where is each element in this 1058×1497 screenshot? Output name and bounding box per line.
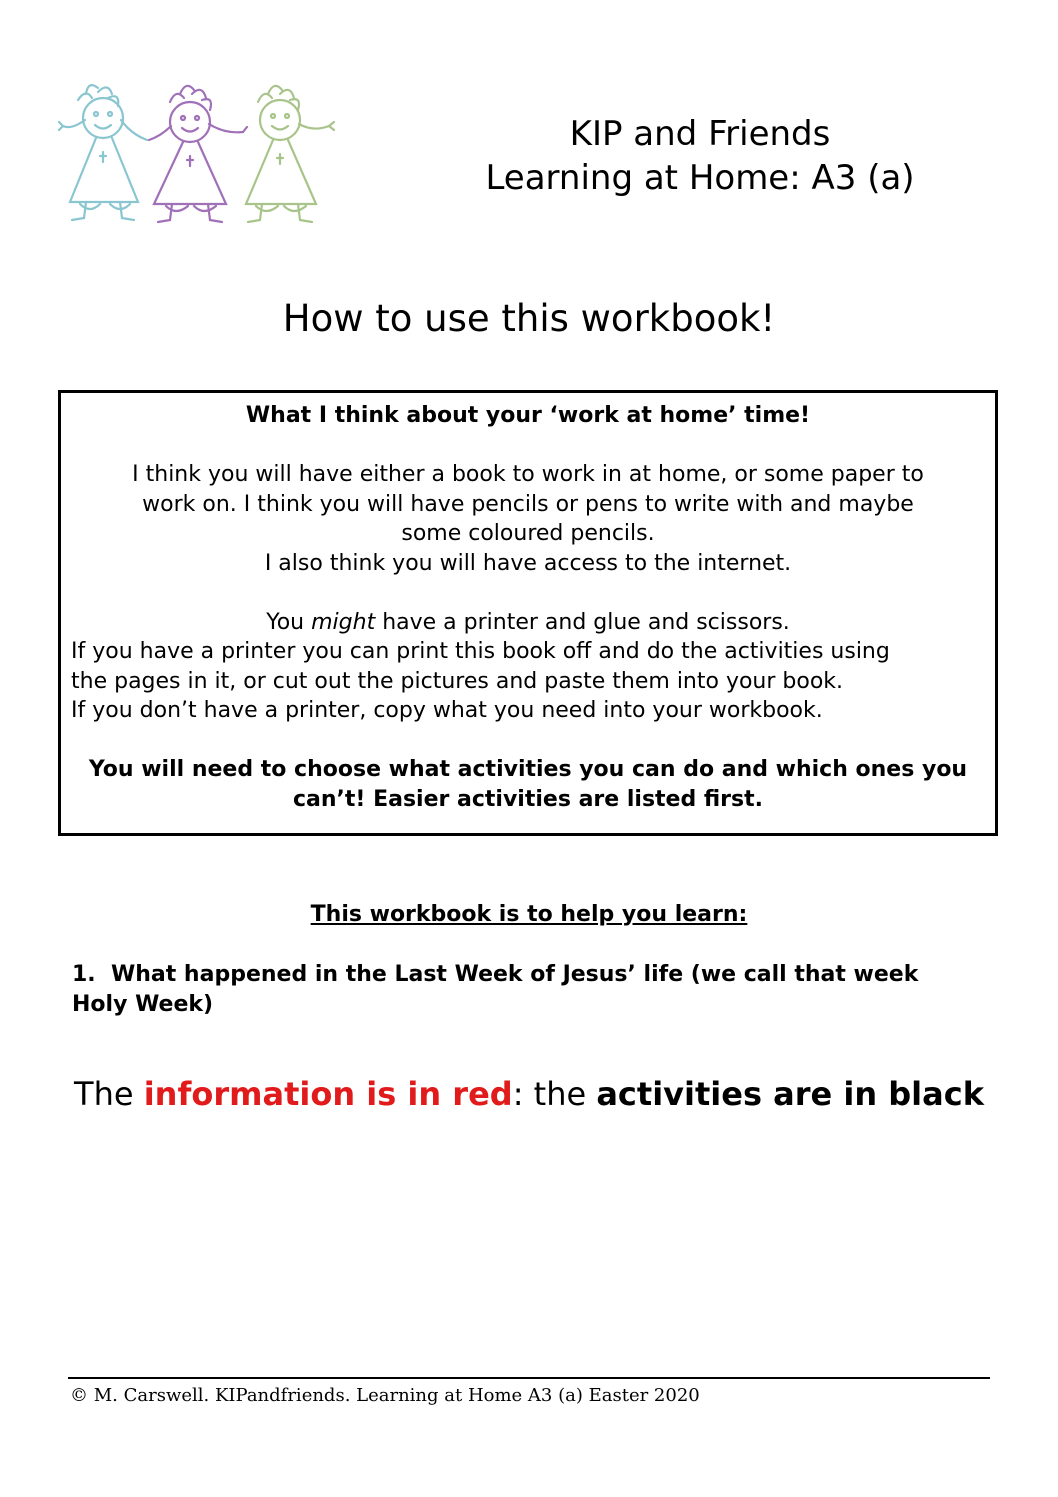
intro-box bbox=[58, 390, 998, 836]
tagline-red: information is in red bbox=[143, 1075, 513, 1113]
kid-figure-purple bbox=[149, 86, 247, 222]
tagline-part2: : the bbox=[512, 1075, 597, 1113]
title-line-2: Learning at Home: A3 (a) bbox=[485, 158, 915, 198]
footer-copyright: © M. Carswell. KIPandfriends. Learning at Home A3 (a) Easter 2020 bbox=[70, 1385, 700, 1406]
box-heading: What I think about your ‘work at home’ time! bbox=[245, 403, 811, 428]
box-para1-line3: some coloured pencils. bbox=[401, 521, 655, 546]
color-key-tagline bbox=[0, 1075, 1058, 1113]
box-para3-line2: the pages in it, or cut out the pictures and paste them into your book. bbox=[71, 668, 844, 694]
goal-line-1: 1. What happened in the Last Week of Jesus’ life (we call that week bbox=[72, 962, 919, 987]
section-title: This workbook is to help you learn: bbox=[310, 902, 748, 927]
kid-figure-green bbox=[246, 86, 334, 222]
kid-figure-teal bbox=[59, 85, 147, 220]
page-heading: How to use this workbook! bbox=[282, 297, 776, 340]
footer-rule bbox=[68, 1377, 990, 1379]
kip-friends-logo bbox=[58, 80, 350, 240]
tagline-bold: activities are in black bbox=[596, 1075, 984, 1113]
box-para3-line3: If you don’t have a printer, copy what you need into your workbook. bbox=[71, 698, 823, 723]
para2-prefix: You bbox=[266, 609, 312, 635]
para2-suffix: have a printer and glue and scissors. bbox=[375, 609, 790, 635]
box-para1-line4: I also think you will have access to the internet. bbox=[264, 550, 792, 576]
document-title bbox=[400, 112, 1000, 200]
para2-emphasis: might bbox=[311, 609, 376, 635]
learning-goal bbox=[72, 960, 972, 1020]
box-para1-line2: work on. I think you will have pencils or pens to write with and maybe bbox=[142, 491, 914, 517]
box-note-line2: can’t! Easier activities are listed first. bbox=[292, 786, 764, 812]
box-para3-line1: If you have a printer you can print this book off and do the activities using bbox=[71, 639, 890, 664]
box-para2 bbox=[71, 608, 985, 638]
box-para1-line1: I think you will have either a book to work in at home, or some paper to bbox=[132, 462, 924, 487]
goal-line-2: Holy Week) bbox=[72, 992, 214, 1017]
box-note-line1: You will need to choose what activities you can do and which ones you bbox=[88, 757, 968, 782]
tagline-part1: The bbox=[74, 1075, 144, 1113]
title-line-1: KIP and Friends bbox=[569, 114, 831, 154]
